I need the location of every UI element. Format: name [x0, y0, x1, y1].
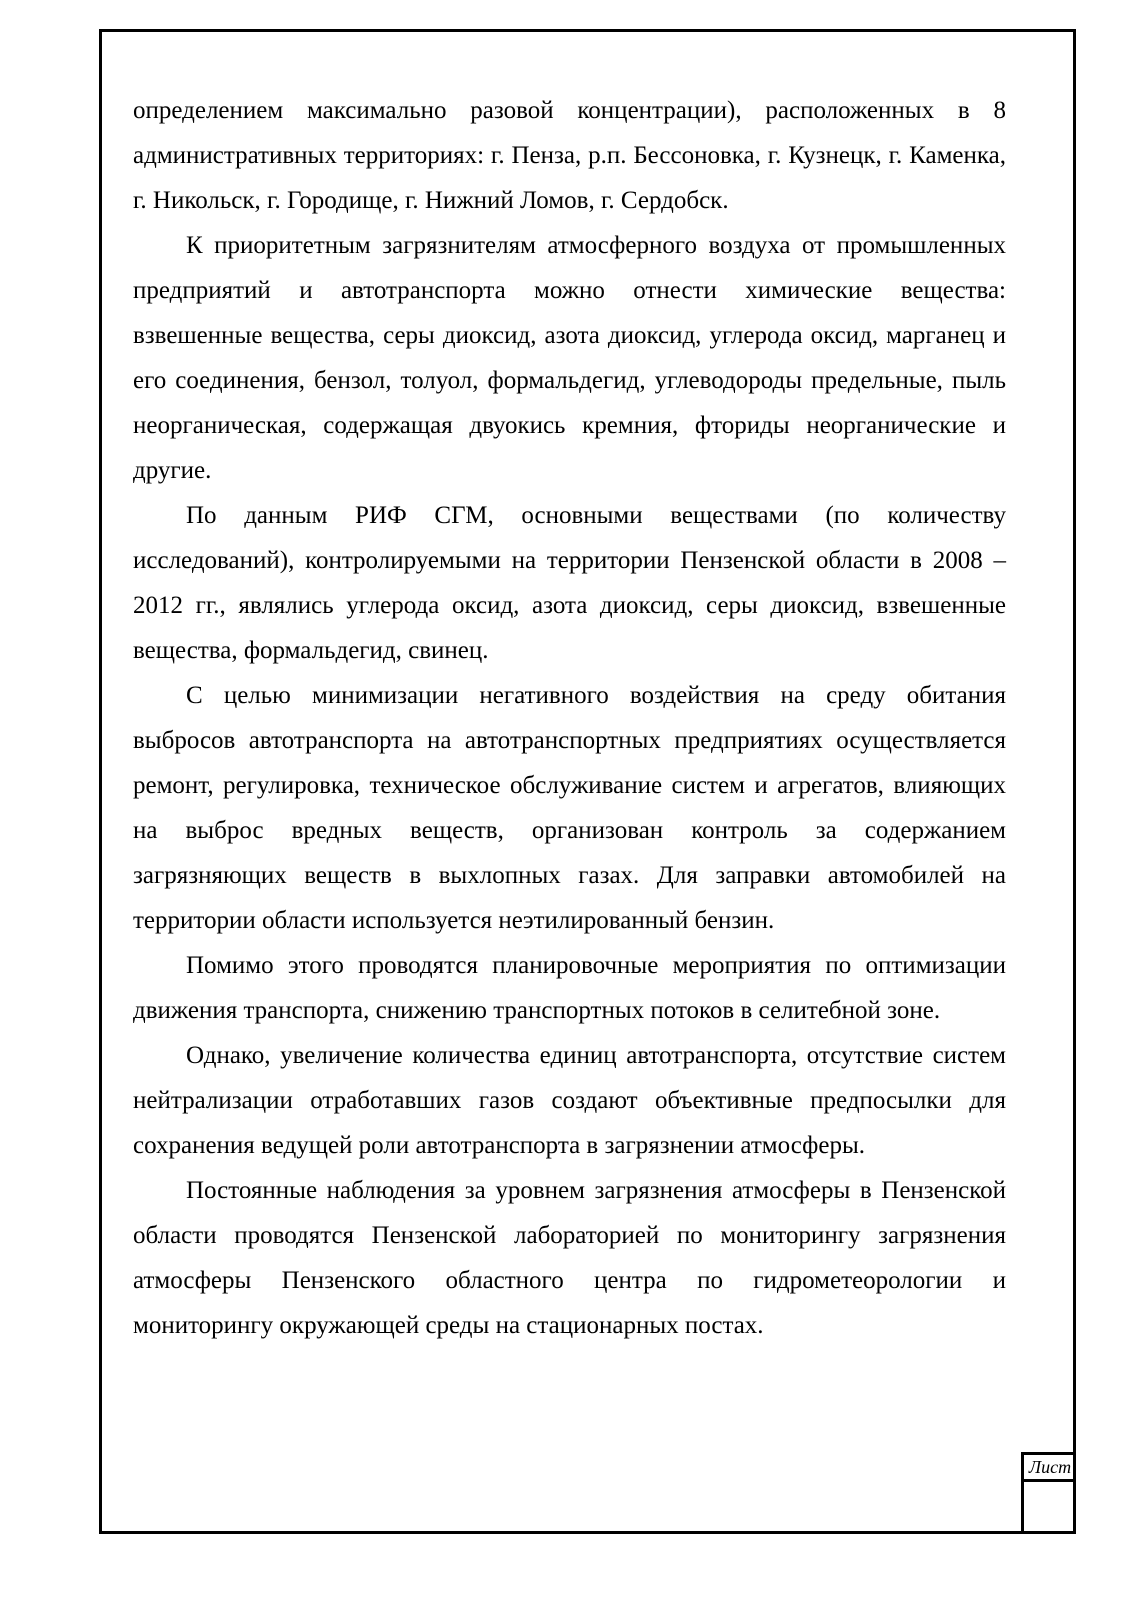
paragraph-2: К приоритетным загрязнителям атмосферного воздуха от промышленных предприятий и автотранспорта можно отнести химические вещества: взвешенные вещества, серы диоксид, азота диоксид, углерода оксид, марганец и его соединения, бензол, толуол, формальдегид, углеводороды предельные, пыль неорганическая, содержащая двуокись кремния, фториды неорганические и другие. — [133, 232, 1006, 484]
document-body — [133, 88, 1006, 1348]
sheet-number-stamp — [1021, 1452, 1076, 1534]
sheet-label: Лист — [1024, 1455, 1076, 1482]
paragraph-7: Постоянные наблюдения за уровнем загрязнения атмосферы в Пензенской области проводятся Пензенской лабораторией по мониторингу загрязнения атмосферы Пензенского областного центра по гидрометеорологии и мониторингу окружающей среды на стационарных постах. — [133, 1177, 1006, 1339]
paragraph-3: По данным РИФ СГМ, основными веществами (по количеству исследований), контролируемыми на территории Пензенской области в 2008 – 2012 гг., являлись углерода оксид, азота диоксид, серы диоксид, взвешенные вещества, формальдегид, свинец. — [133, 502, 1006, 664]
paragraph-1: определением максимально разовой концентрации), расположенных в 8 административных территориях: г. Пенза, р.п. Бессоновка, г. Кузнецк, г. Каменка, г. Никольск, г. Городище, г. Нижний Ломов, г. Сердобск. — [133, 97, 1006, 214]
sheet-number — [1024, 1482, 1076, 1534]
paragraph-6: Однако, увеличение количества единиц автотранспорта, отсутствие систем нейтрализации отработавших газов создают объективные предпосылки для сохранения ведущей роли автотранспорта в загрязнении атмосферы. — [133, 1042, 1006, 1159]
paragraph-4: С целью минимизации негативного воздействия на среду обитания выбросов автотранспорта на автотранспортных предприятиях осуществляется ремонт, регулировка, техническое обслуживание систем и агрегатов, влияющих на выброс вредных веществ, организован контроль за содержанием загрязняющих веществ в выхлопных газах. Для заправки автомобилей на территории области используется неэтилированный бензин. — [133, 682, 1006, 934]
paragraph-5: Помимо этого проводятся планировочные мероприятия по оптимизации движения транспорта, снижению транспортных потоков в селитебной зоне. — [133, 952, 1006, 1024]
